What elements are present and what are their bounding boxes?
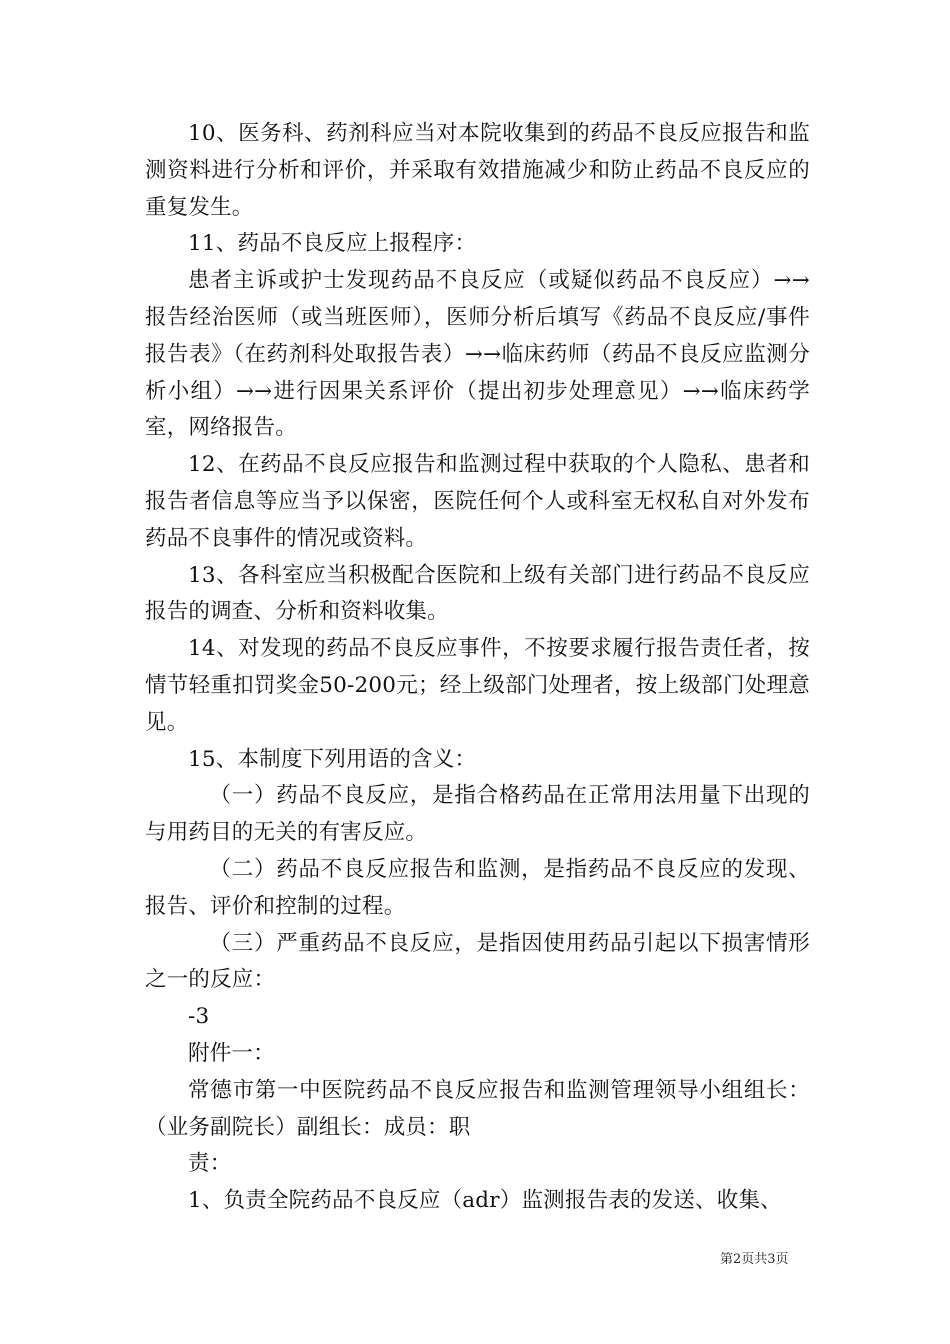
- attachment-heading: 附件一：: [188, 1040, 275, 1066]
- page-marker: -3: [188, 1004, 210, 1030]
- paragraph-procedure: 患者主诉或护士发现药品不良反应（或疑似药品不良反应）→→报告经治医师（或当班医师），医师分析后填写《药品不良反应/事件报告表》（在药剂科处取报告表）→→临床药师（药品不良反应监测分析小组）→→进行因果关系评价（提出初步处理意见）→→临床药学室，网络报告。: [145, 268, 810, 441]
- definition-1: （一）药品不良反应，是指合格药品在正常用法用量下出现的与用药目的无关的有害反应。: [145, 783, 810, 846]
- document-body: [145, 116, 810, 1220]
- paragraph-11-heading: 11、药品不良反应上报程序：: [188, 231, 477, 257]
- paragraph-12: 12、在药品不良反应报告和监测过程中获取的个人隐私、患者和报告者信息等应当予以保密，医院任何个人或科室无权私自对外发布药品不良事件的情况或资料。: [145, 452, 810, 551]
- page-footer: 第2页共3页: [720, 1252, 789, 1267]
- duty-item-1: 1、负责全院药品不良反应（adr）监测报告表的发送、收集、: [188, 1188, 782, 1214]
- paragraph-10: 10、医务科、药剂科应当对本院收集到的药品不良反应报告和监测资料进行分析和评价，并采取有效措施减少和防止药品不良反应的重复发生。: [145, 121, 810, 220]
- paragraph-15-heading: 15、本制度下列用语的含义：: [188, 746, 477, 772]
- leadership-group: 常德市第一中医院药品不良反应报告和监测管理领导小组组长：（业务副院长）副组长：成员：职: [145, 1077, 810, 1140]
- paragraph-14: 14、对发现的药品不良反应事件，不按要求履行报告责任者，按情节轻重扣罚奖金50-200元；经上级部门处理者，按上级部门处理意见。: [145, 636, 810, 735]
- definition-2: （二）药品不良反应报告和监测，是指药品不良反应的发现、报告、评价和控制的过程。: [145, 856, 810, 919]
- paragraph-13: 13、各科室应当积极配合医院和上级有关部门进行药品不良反应报告的调查、分析和资料收集。: [145, 562, 810, 625]
- definition-3: （三）严重药品不良反应，是指因使用药品引起以下损害情形之一的反应：: [145, 930, 810, 993]
- duties-heading: 责：: [188, 1151, 232, 1177]
